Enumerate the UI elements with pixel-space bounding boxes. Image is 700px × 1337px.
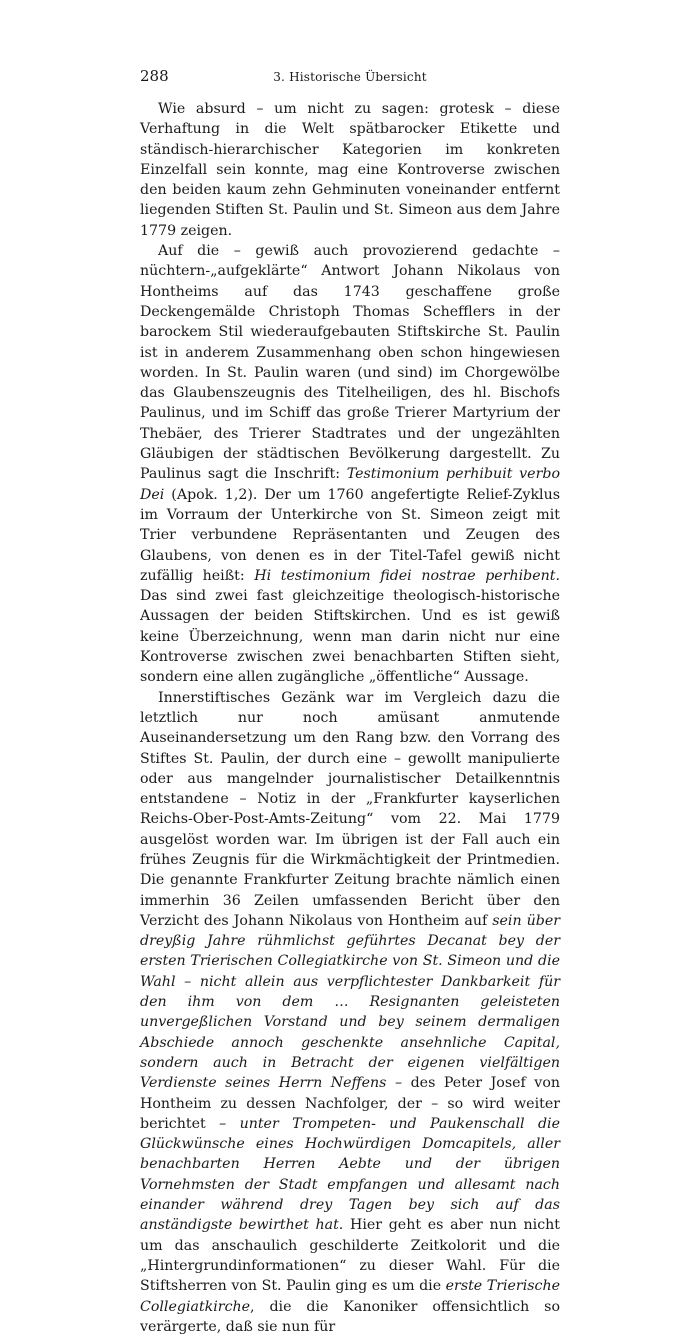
paragraph (140, 241, 560, 688)
text-segment: (Apok. 1,2). Der um 1760 angefertigte Relief-Zyklus im Vorraum der Unterkirche von St. Simeon zeigt mit Trier verbundene Repräsentanten und Zeugen des Glaubens, von denen es in der Titel-Tafel gewiß nicht zufällig heißt: (140, 486, 560, 584)
latin-quotation: Hi testimonium fidei nostrae perhibent. (254, 567, 560, 584)
text-segment: Auf die – gewiß auch provozierend gedachte – nüchtern-„aufgeklärte“ Antwort Johann Nikolaus von Hontheims auf das 1743 geschaffene große Deckengemälde Christoph Thomas Schefflers in der barockem Stil wiederaufgebauten Stiftskirche St. Paulin ist in anderem Zusammenhang oben schon hingewiesen worden. In St. Paulin waren (und sind) im Chorgewölbe das Glaubenszeugnis des Titelheiligen, des hl. Bischofs Paulinus, und im Schiff das große Trierer Martyrium der Thebäer, des Trierer Stadtrates und der ungezählten Gläubigen der städtischen Bevölkerung dargestellt. Zu Paulinus sagt die Inschrift: (140, 243, 560, 483)
body-text (140, 99, 560, 1337)
running-head: 3. Historische Übersicht (273, 70, 427, 84)
paragraph (140, 99, 560, 241)
latin-quotation: Testimonium perhibuit verbo Dei (140, 466, 560, 503)
page-header (140, 66, 560, 86)
newspaper-quotation: unter Trompeten- und Paukenschall die Glückwünsche eines Hochwürdigen Domcapitels, aller benachbarten Herren Aebte und der übrigen Vornehmsten der Stadt empfangen und allesamt nach einander während drey Tagen bey sich auf das anständigste bewirthet hat. (140, 1115, 560, 1234)
text-segment: Wie absurd – um nicht zu sagen: grotesk – diese Verhaftung in die Welt spätbarocker Etikette und ständisch-hierarchischer Kategorien im konkreten Einzelfall sein konnte, mag eine Kontroverse zwischen den beiden kaum zehn Gehminuten voneinander entfernt liegenden Stiften St. Paulin und St. Simeon aus dem Jahre 1779 zeigen. (140, 101, 560, 239)
page-number: 288 (140, 67, 169, 85)
text-segment: – des Peter Josef von Hontheim zu dessen Nachfolger, der – so wird weiter berichtet – (140, 1075, 561, 1132)
newspaper-quotation: erste Trierische Collegiatkirche (140, 1278, 560, 1315)
text-segment: , die die Kanoniker offensichtlich so verärgerte, daß sie nun für (140, 1298, 560, 1335)
text-segment: Innerstiftisches Gezänk war im Vergleich dazu die letztlich nur noch amüsant anmutende Auseinandersetzung um den Rang bzw. den Vorrang des Stiftes St. Paulin, der durch eine – gewollt manipulierte oder aus mangelnder journalistischer Detailkenntnis entstandene – Notiz in der „Frankfurter kayserlichen Reichs-Ober-Post-Amts-Zeitung“ vom 22. Mai 1779 ausgelöst worden war. Im übrigen ist der Fall auch ein frühes Zeugnis für die Wirkmächtigkeit der Printmedien. Die genannte Frankfurter Zeitung brachte nämlich einen immerhin 36 Zeilen umfassenden Bericht über den Verzicht des Johann Nikolaus von Hontheim auf (140, 689, 560, 929)
text-segment: Das sind zwei fast gleichzeitige theologisch-historische Aussagen der beiden Stiftskirchen. Und es ist gewiß keine Überzeichnung, wenn man darin nicht nur eine Kontroverse zwischen zwei benachbarten Stiften sieht, sondern eine allen zugängliche „öffentliche“ Aussage. (140, 588, 560, 686)
paragraph (140, 688, 560, 1337)
newspaper-quotation: sein über dreyßig Jahre rühmlichst geführtes Decanat bey der ersten Trierischen Collegiatkirche von St. Simeon und die Wahl – nicht allein aus verpflichtester Dankbarkeit für den ihm von dem … Resignanten geleisteten unvergeßlichen Vorstand und bey seinem dermaligen Abschiede annoch geschenkte ansehnliche Capital, sondern auch in Betracht der eigenen vielfältigen Verdienste seines Herrn Neffens (140, 912, 561, 1092)
text-segment: Hier geht es aber nun nicht um das anschaulich geschilderte Zeitkolorit und die „Hintergrundinformationen“ zu dieser Wahl. Für die Stiftsherren von St. Paulin ging es um die (140, 1217, 561, 1295)
